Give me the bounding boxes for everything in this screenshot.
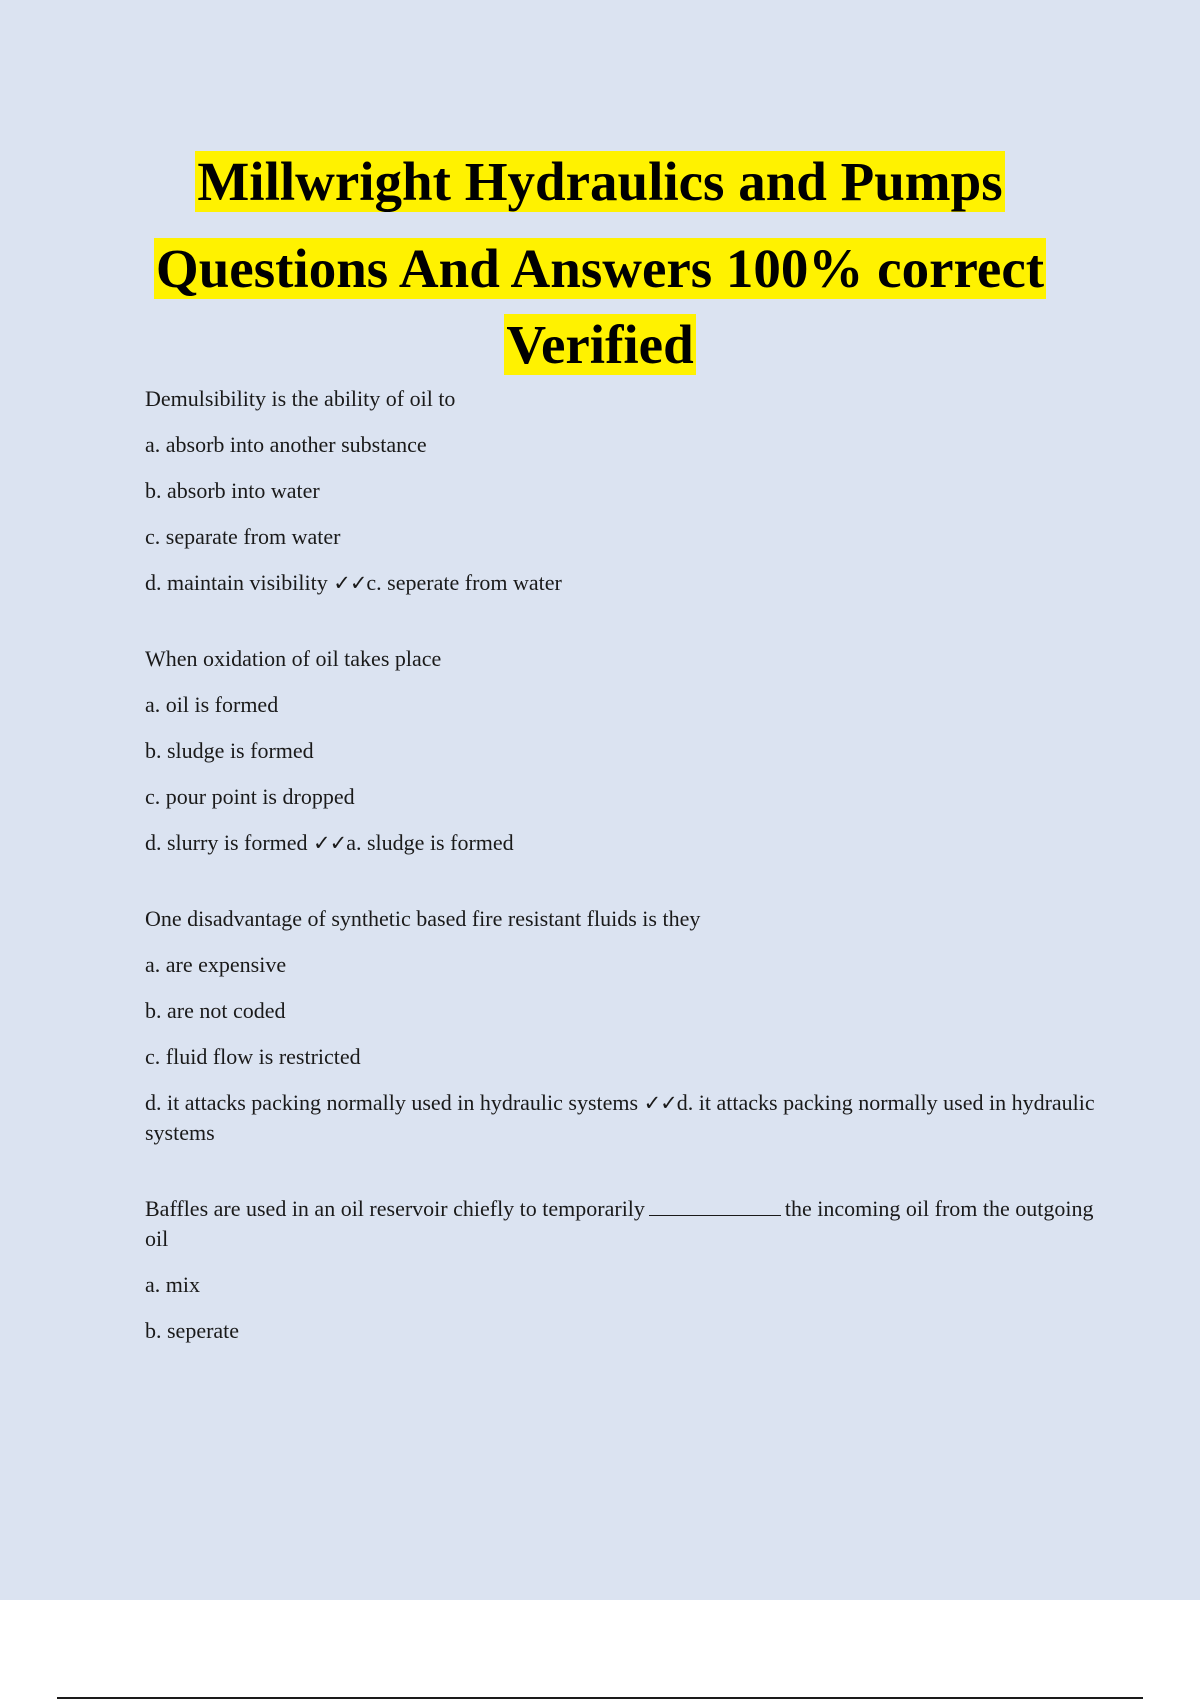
option-b: b. absorb into water [145, 478, 320, 503]
prompt-after-blank: the incoming oil from the outgoing oil [145, 1196, 1094, 1251]
answer-text: a. sludge is formed [346, 830, 514, 855]
question-3 [145, 904, 1095, 1148]
option-b: b. are not coded [145, 998, 286, 1023]
option-d: d. maintain visibility [145, 570, 328, 595]
option-d: d. slurry is formed [145, 830, 308, 855]
prompt-before-blank: Baffles are used in an oil reservoir chiefly to temporarily [145, 1196, 645, 1221]
answer-text: d. it attacks packing normally used in hydraulic systems [145, 1090, 1095, 1145]
question-prompt [145, 1194, 1095, 1254]
option-a: a. are expensive [145, 952, 287, 977]
page-title [0, 138, 1200, 378]
check-mark-icon: ✓✓ [333, 571, 367, 595]
title-line-2: Questions And Answers 100% correct [155, 238, 1045, 299]
title-line-3: Verified [506, 314, 694, 375]
option-c: c. separate from water [145, 524, 341, 549]
question-list [145, 384, 1095, 1392]
title-line-1: Millwright Hydraulics and Pumps [197, 151, 1003, 212]
option-c: c. pour point is dropped [145, 784, 355, 809]
check-mark-icon: ✓✓ [313, 831, 347, 855]
fill-in-blank [649, 1195, 781, 1216]
question-prompt: Demulsibility is the ability of oil to [145, 386, 456, 411]
question-1 [145, 384, 1095, 598]
question-2 [145, 644, 1095, 858]
question-4 [145, 1194, 1095, 1346]
option-a: a. oil is formed [145, 692, 279, 717]
option-d-with-answer [145, 1088, 1095, 1148]
footer-divider [57, 1697, 1143, 1699]
option-d-with-answer [145, 828, 1095, 858]
option-b: b. sludge is formed [145, 738, 314, 763]
check-mark-icon: ✓✓ [643, 1091, 677, 1115]
question-prompt: When oxidation of oil takes place [145, 646, 442, 671]
option-b: b. seperate [145, 1318, 240, 1343]
option-d: d. it attacks packing normally used in hydraulic systems [145, 1090, 639, 1115]
option-a: a. mix [145, 1272, 200, 1297]
option-a: a. absorb into another substance [145, 432, 427, 457]
option-c: c. fluid flow is restricted [145, 1044, 361, 1069]
question-prompt: One disadvantage of synthetic based fire resistant fluids is they [145, 906, 701, 931]
answer-text: c. seperate from water [366, 570, 562, 595]
option-d-with-answer [145, 568, 1095, 598]
